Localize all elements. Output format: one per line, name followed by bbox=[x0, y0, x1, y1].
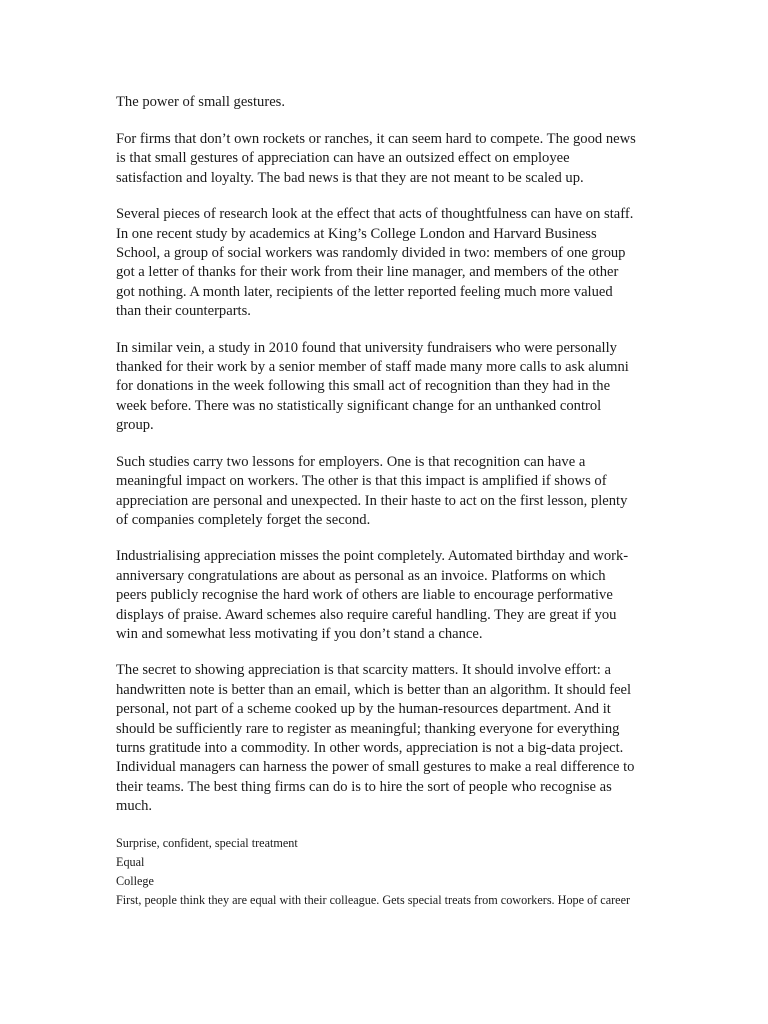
paragraph-4: Such studies carry two lessons for employers. One is that recognition can have a meaningful impact on workers. The other is that this impact is amplified if shows of appreciation are personal and unexpected. In their haste to act on the first lesson, plenty of companies completely forget the second. bbox=[116, 453, 628, 528]
note-line-1: Surprise, confident, special treatment bbox=[116, 835, 298, 850]
paragraph-6: The secret to showing appreciation is that scarcity matters. It should involve effort: a handwritten note is better than an email, which is better than an algorithm. It should feel personal, not part of a scheme cooked up by the human-resources department. And it should be sufficiently rare to register as meaningful; thanking everyone for everything turns gratitude into a commodity. In other words, appreciation is not a big-data project. Individual managers can harness the power of small gestures to make a real difference to their teams. The best thing firms can do is to hire the sort of people who recognise as much. bbox=[116, 662, 635, 815]
paragraph-1: For firms that don’t own rockets or ranches, it can seem hard to compete. The good news is that small gestures of appreciation can have an outsized effect on employee satisfaction and loyalty. The bad news is that they are not meant to be scaled up. bbox=[116, 131, 636, 186]
note-line-3: College bbox=[116, 873, 154, 888]
note-line-4: First, people think they are equal with their colleague. Gets special treats from coworkers. Hope of career bbox=[116, 892, 631, 907]
notes-section bbox=[116, 834, 636, 910]
note-line-2: Equal bbox=[116, 854, 145, 869]
paragraph-2: Several pieces of research look at the effect that acts of thoughtfulness can have on staff. In one recent study by academics at King’s College London and Harvard Business School, a group of social workers was randomly divided in two: members of one group got a letter of thanks for their work from their line manager, and members of the other got nothing. A month later, recipients of the letter reported feeling much more valued than their counterparts. bbox=[116, 206, 634, 320]
document-title: The power of small gestures. bbox=[116, 94, 285, 110]
document-page bbox=[116, 93, 636, 910]
paragraph-3: In similar vein, a study in 2010 found that university fundraisers who were personally thanked for their work by a senior member of staff made many more calls to ask alumni for donations in the week following this small act of recognition than they had in the week before. There was no statistically significant change for an unthanked control group. bbox=[116, 339, 629, 434]
paragraph-5: Industrialising appreciation misses the point completely. Automated birthday and work-anniversary congratulations are about as personal as an invoice. Platforms on which peers publicly recognise the hard work of others are liable to encourage performative displays of praise. Award schemes also require careful handling. They are great if you win and somewhat less motivating if you don’t stand a chance. bbox=[116, 548, 629, 642]
